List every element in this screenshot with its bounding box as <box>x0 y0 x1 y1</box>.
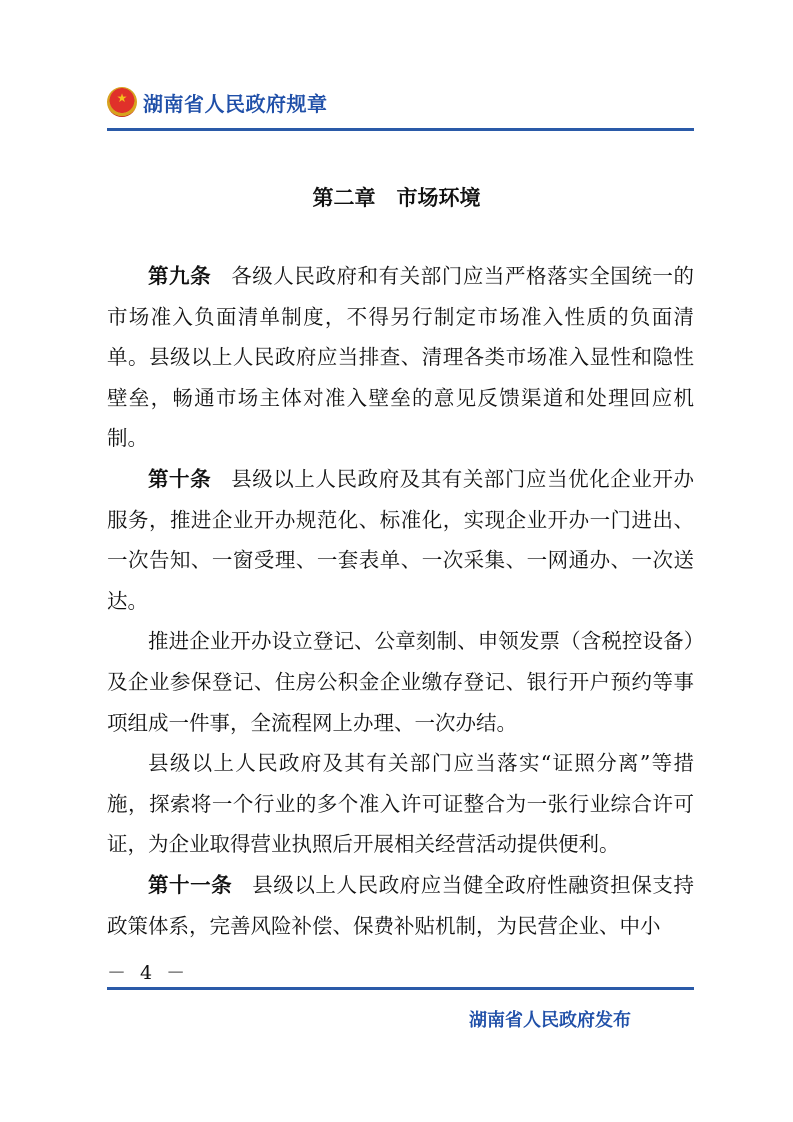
header-divider <box>107 128 694 131</box>
document-header <box>107 86 328 118</box>
national-emblem-icon <box>107 87 137 117</box>
chapter-title: 第二章 市场环境 <box>312 186 481 210</box>
article-number: 第十条 <box>148 466 212 491</box>
article-number: 第十一条 <box>148 872 233 897</box>
document-body <box>107 256 694 946</box>
paragraph-text: 县级以上人民政府应当健全政府性融资担保支持政策体系，完善风险补偿、保费补贴机制，为民营企业、中小 <box>107 872 694 938</box>
paragraph-text: 县级以上人民政府及其有关部门应当优化企业开办服务，推进企业开办规范化、标准化，实现企业开办一门进出、一次告知、一窗受理、一套表单、一次采集、一网通办、一次送达。 <box>107 466 694 613</box>
article-paragraph <box>107 621 694 743</box>
article-paragraph <box>107 865 694 946</box>
article-paragraph <box>107 459 694 621</box>
article-paragraph <box>107 256 694 459</box>
article-number: 第九条 <box>148 264 212 288</box>
page-number: － 4 － <box>107 962 190 984</box>
paragraph-text: 县级以上人民政府及其有关部门应当落实“证照分离”等措施，探索将一个行业的多个准入许可证整合为一张行业综合许可证，为企业取得营业执照后开展相关经营活动提供便利。 <box>107 751 694 857</box>
paragraph-text: 各级人民政府和有关部门应当严格落实全国统一的市场准入负面清单制度，不得另行制定市场准入性质的负面清单。县级以上人民政府应当排查、清理各类市场准入显性和隐性壁垒，畅通市场主体对准入壁垒的意见反馈渠道和处理回应机制。 <box>107 264 694 451</box>
footer-divider <box>107 987 694 990</box>
paragraph-text: 推进企业开办设立登记、公章刻制、申领发票（含税控设备）及企业参保登记、住房公积金企业缴存登记、银行开户预约等事项组成一件事，全流程网上办理、一次办结。 <box>107 629 694 735</box>
footer-publisher: 湖南省人民政府发布 <box>469 1010 631 1031</box>
header-title: 湖南省人民政府规章 <box>143 91 328 116</box>
article-paragraph <box>107 743 694 865</box>
